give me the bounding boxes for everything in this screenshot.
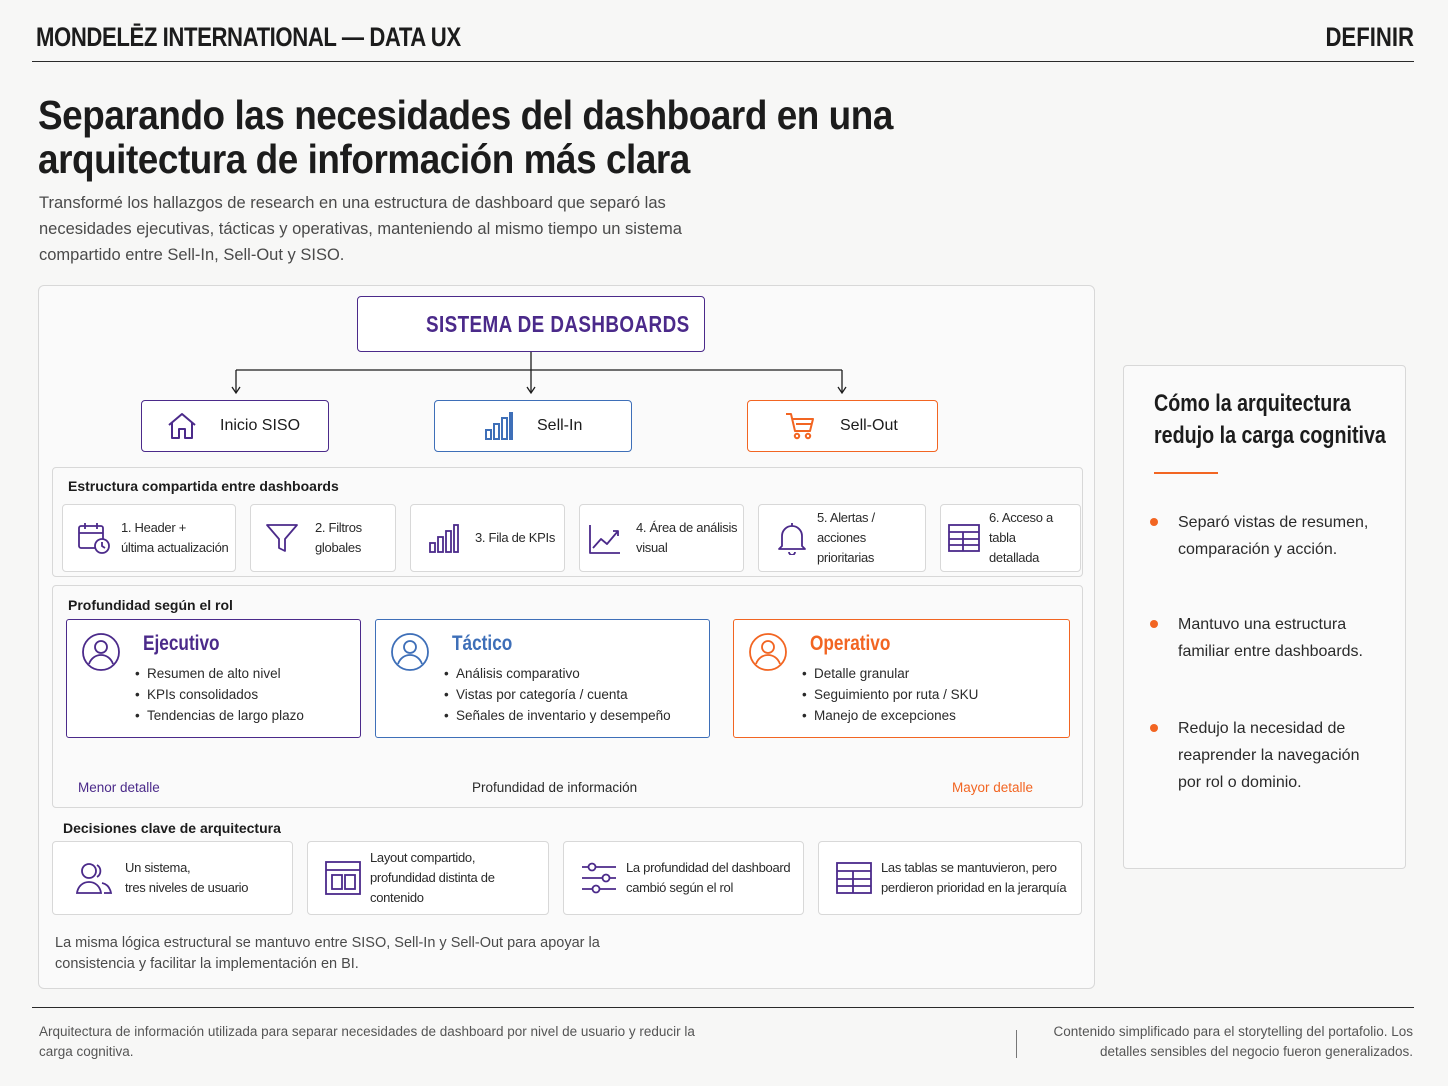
structure-item-line2: globales <box>315 540 362 555</box>
decision-line2: profundidad distinta de contenido <box>370 870 495 905</box>
benefit-item <box>1150 509 1380 563</box>
role-feature: • Vistas por categoría / cuenta <box>444 684 671 705</box>
user-avatar-icon <box>748 632 788 672</box>
dashboard-node-siso <box>141 400 329 452</box>
intro-paragraph: Transformé los hallazgos de research en una estructura de dashboard que separó las necesidades ejecutivas, tácticas y operativas, manteniendo al mismo tiempo un sistema compartido entre Sell-In, Sell-Out y SISO. <box>39 194 682 264</box>
scale-label-less-detail: Menor detalle <box>78 780 160 795</box>
user-avatar-icon <box>81 632 121 672</box>
accent-divider <box>1154 472 1218 474</box>
dashboard-system-node <box>357 296 705 352</box>
structure-item-filters <box>250 504 396 572</box>
page-title: Separando las necesidades del dashboard en una arquitectura de información más clara <box>38 92 893 182</box>
role-feature: • KPIs consolidados <box>135 684 304 705</box>
layout-icon <box>324 859 362 897</box>
role-card-operativo <box>733 619 1070 738</box>
role-name: Táctico <box>452 632 513 655</box>
structure-item-visual-analysis <box>579 504 744 572</box>
role-name: Ejecutivo <box>143 632 220 655</box>
sliders-icon <box>580 859 618 897</box>
dashboard-node-sell-out <box>747 400 938 452</box>
role-features <box>135 663 304 726</box>
decision-card-tables <box>818 841 1082 915</box>
role-feature: • Tendencias de largo plazo <box>135 705 304 726</box>
structure-item-line1: 3. Fila de KPIs <box>475 530 556 545</box>
role-feature: • Seguimiento por ruta / SKU <box>802 684 978 705</box>
structure-item-line2: visual <box>636 540 668 555</box>
section-tag: DEFINIR <box>1325 22 1414 52</box>
dashboard-node-label: Sell-Out <box>840 417 898 434</box>
structure-item-line1: 1. Header + <box>121 520 186 535</box>
scale-label-more-detail: Mayor detalle <box>952 780 1034 795</box>
footer-disclaimer: Contenido simplificado para el storytelling del portafolio. Los detalles sensibles del negocio fueron generalizados. <box>1053 1024 1413 1059</box>
structure-item-header <box>62 504 236 572</box>
home-icon <box>166 410 198 442</box>
benefit-text: Mantuvo una estructura familiar entre dashboards. <box>1178 616 1363 660</box>
role-feature: • Análisis comparativo <box>444 663 671 684</box>
structure-item-line1: 2. Filtros <box>315 520 362 535</box>
consistency-note: La misma lógica estructural se mantuvo entre SISO, Sell-In y Sell-Out para apoyar la consistencia y facilitar la implementación en BI. <box>55 935 600 972</box>
decision-line2: perdieron prioridad en la jerarquía <box>881 880 1067 895</box>
footer-caption: Arquitectura de información utilizada para separar necesidades de dashboard por nivel de usuario y reducir la carga cognitiva. <box>39 1024 695 1059</box>
role-feature: • Resumen de alto nivel <box>135 663 304 684</box>
users-icon <box>75 859 113 897</box>
table-icon <box>947 521 981 555</box>
structure-item-line1: 4. Área de análisis <box>636 520 738 535</box>
filter-icon <box>265 521 299 555</box>
structure-item-line1: 6. Acceso a tabla <box>989 510 1053 545</box>
brand-title: MONDELĒZ INTERNATIONAL — DATA UX <box>36 22 461 52</box>
structure-item-line2: detallada <box>989 550 1040 565</box>
decision-card-depth-by-role <box>563 841 804 915</box>
line-chart-icon <box>588 521 622 555</box>
role-name: Operativo <box>810 632 891 655</box>
shared-structure-title: Estructura compartida entre dashboards <box>68 478 339 494</box>
benefit-item <box>1150 611 1380 665</box>
kpi-bars-icon <box>427 521 461 555</box>
decision-line2: tres niveles de usuario <box>125 880 249 895</box>
decision-card-one-system <box>52 841 293 915</box>
benefit-text: Separó vistas de resumen, comparación y acción. <box>1178 514 1369 558</box>
structure-item-detail-table <box>940 504 1081 572</box>
bullet-dot <box>1150 620 1158 628</box>
user-avatar-icon <box>390 632 430 672</box>
dashboard-node-label: Sell-In <box>537 417 583 434</box>
scale-label-information-depth: Profundidad de información <box>472 780 638 795</box>
role-card-tactico <box>375 619 710 738</box>
decision-line2: cambió según el rol <box>626 880 734 895</box>
benefit-text: Redujo la necesidad de reaprender la navegación por rol o dominio. <box>1178 720 1360 791</box>
role-feature: • Manejo de excepciones <box>802 705 978 726</box>
cognitive-load-title: Cómo la arquitectura redujo la carga cognitiva <box>1154 390 1386 449</box>
decision-line1: La profundidad del dashboard <box>626 860 791 875</box>
depth-by-role-title: Profundidad según el rol <box>68 597 233 613</box>
calendar-clock-icon <box>77 521 111 555</box>
system-title: SISTEMA DE DASHBOARDS <box>426 310 690 337</box>
top-divider <box>32 61 1414 62</box>
bell-icon <box>775 521 809 555</box>
table-icon <box>835 859 873 897</box>
role-feature: • Detalle granular <box>802 663 978 684</box>
decisions-title: Decisiones clave de arquitectura <box>63 820 281 836</box>
role-features <box>802 663 978 726</box>
dashboard-node-sell-in <box>434 400 632 452</box>
decision-line1: Las tablas se mantuvieron, pero <box>881 860 1057 875</box>
role-card-ejecutivo <box>66 619 361 738</box>
role-features <box>444 663 671 726</box>
bottom-divider <box>32 1007 1414 1008</box>
structure-item-line2: última actualización <box>121 540 229 555</box>
bar-chart-icon <box>483 410 515 442</box>
role-feature: • Señales de inventario y desempeño <box>444 705 671 726</box>
benefit-item <box>1150 715 1380 796</box>
structure-item-kpis <box>410 504 565 572</box>
bullet-dot <box>1150 724 1158 732</box>
bullet-dot <box>1150 518 1158 526</box>
structure-item-alerts <box>758 504 926 572</box>
decision-line1: Un sistema, <box>125 860 191 875</box>
shopping-cart-icon <box>784 410 816 442</box>
dashboard-node-label: Inicio SISO <box>220 417 301 434</box>
structure-item-line1: 5. Alertas / <box>817 510 875 525</box>
decision-line1: Layout compartido, <box>370 850 476 865</box>
structure-item-line2: acciones prioritarias <box>817 530 875 565</box>
decision-card-shared-layout <box>307 841 549 915</box>
